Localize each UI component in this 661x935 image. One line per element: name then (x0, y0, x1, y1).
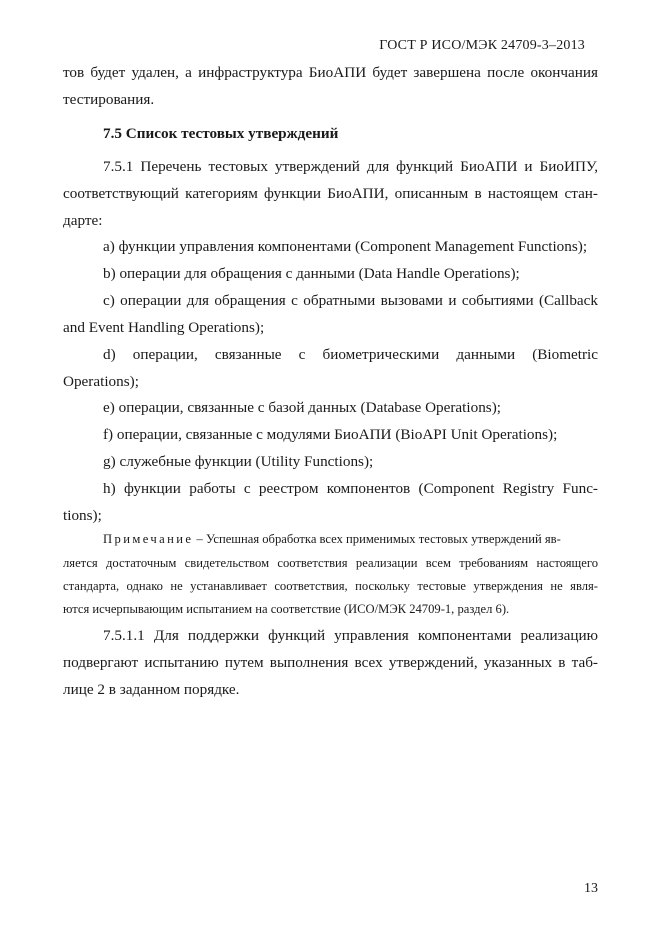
list-item: g) служебные функции (Utility Functions); (103, 453, 374, 470)
text-line: тестирования. (63, 91, 155, 108)
list-item-continuation: and Event Handling Operations); (63, 319, 265, 336)
list-item: b) операции для обращения с данными (Data Handle Operations); (103, 265, 520, 282)
note-label: Примечание (103, 532, 194, 546)
section-heading: 7.5 Список тестовых утверждений (103, 125, 339, 142)
text-line: тов будет удален, а инфраструктура БиоАПИ будет завершена после окончания (63, 64, 598, 81)
list-item: d) операции, связанные с биометрическими данными (Biometric (103, 346, 598, 363)
list-item-continuation: tions); (63, 507, 102, 524)
note-line: стандарта, однако не устанавливает соответствия, поскольку тестовые утверждения не явля- (63, 579, 598, 593)
paragraph-line: подвергают испытанию путем выполнения всех утверждений, указанных в таб- (63, 654, 598, 671)
list-item: f) операции, связанные с модулями БиоАПИ (BioAPI Unit Operations); (103, 426, 558, 443)
page-number: 13 (584, 881, 598, 896)
note-line (103, 531, 598, 547)
list-item: e) операции, связанные с базой данных (Database Operations); (103, 399, 501, 416)
document-header: ГОСТ Р ИСО/МЭК 24709-3–2013 (379, 38, 585, 53)
paragraph-line: лице 2 в заданном порядке. (63, 681, 240, 698)
paragraph-line: 7.5.1 Перечень тестовых утверждений для функций БиоАПИ и БиоИПУ, (103, 158, 598, 175)
paragraph-line: 7.5.1.1 Для поддержки функций управления компонентами реализацию (103, 627, 598, 644)
note-text: – Успешная обработка всех применимых тестовых утверждений яв- (193, 532, 561, 546)
note-line: ются исчерпывающим испытанием на соответствие (ИСО/МЭК 24709-1, раздел 6). (63, 602, 510, 616)
list-item: а) функции управления компонентами (Component Management Functions); (103, 238, 588, 255)
paragraph-line: соответствующий категориям функции БиоАПИ, описанным в настоящем стан- (63, 185, 598, 202)
note-line: ляется достаточным свидетельством соответствия реализации всем требованиям настоящего (63, 556, 598, 570)
paragraph-line: дарте: (63, 212, 103, 229)
list-item: h) функции работы с реестром компонентов (Component Registry Func- (103, 480, 598, 497)
list-item-continuation: Operations); (63, 373, 139, 390)
list-item: c) операции для обращения с обратными вызовами и событиями (Callback (103, 292, 598, 309)
